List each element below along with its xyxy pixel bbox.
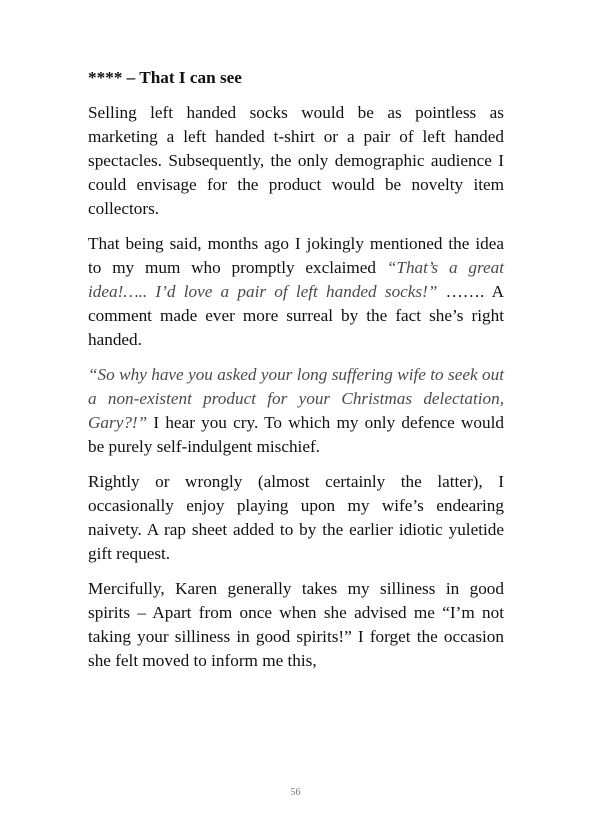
page-number: 56 bbox=[290, 787, 301, 798]
paragraph-2-start: That being said, months ago I jokingly mentioned the idea to my mum who promptly exclaimed bbox=[88, 234, 504, 277]
paragraph-4 bbox=[88, 470, 504, 566]
paragraph-3 bbox=[88, 363, 504, 459]
paragraph-1-text: Selling left handed socks would be as pointless as marketing a left handed t-shirt or a pair of left handed spectacles. Subsequently, the only demographic audience I could envisage for the product would be novelty item collectors. bbox=[88, 103, 504, 218]
paragraph-2-end: ……. A comment made ever more surreal by the fact she’s right handed. bbox=[88, 282, 504, 349]
paragraph-3-end: I hear you cry. To which my only defence would be purely self-indulgent mischief. bbox=[88, 413, 504, 456]
paragraph-3-quote: “So why have you asked your long suffering wife to seek out a non-existent product for your Christmas delectation, Gary?!” bbox=[88, 365, 504, 432]
paragraph-2-quote: “That’s a great idea!….. I’d love a pair of left handed socks!” bbox=[88, 258, 504, 301]
paragraph-5 bbox=[88, 577, 504, 673]
section-heading: **** – That I can see bbox=[88, 68, 242, 87]
paragraph-4-text: Rightly or wrongly (almost certainly the latter), I occasionally enjoy playing upon my wife’s endearing naivety. A rap sheet added to by the earlier idiotic yuletide gift request. bbox=[88, 472, 504, 563]
paragraph-5-text: Mercifully, Karen generally takes my silliness in good spirits – Apart from once when she advised me “I’m not taking your silliness in good spirits!” I forget the occasion she felt moved to inform me this, bbox=[88, 579, 504, 670]
paragraph-2 bbox=[88, 232, 504, 352]
paragraph-1 bbox=[88, 101, 504, 221]
document-page bbox=[88, 66, 504, 684]
